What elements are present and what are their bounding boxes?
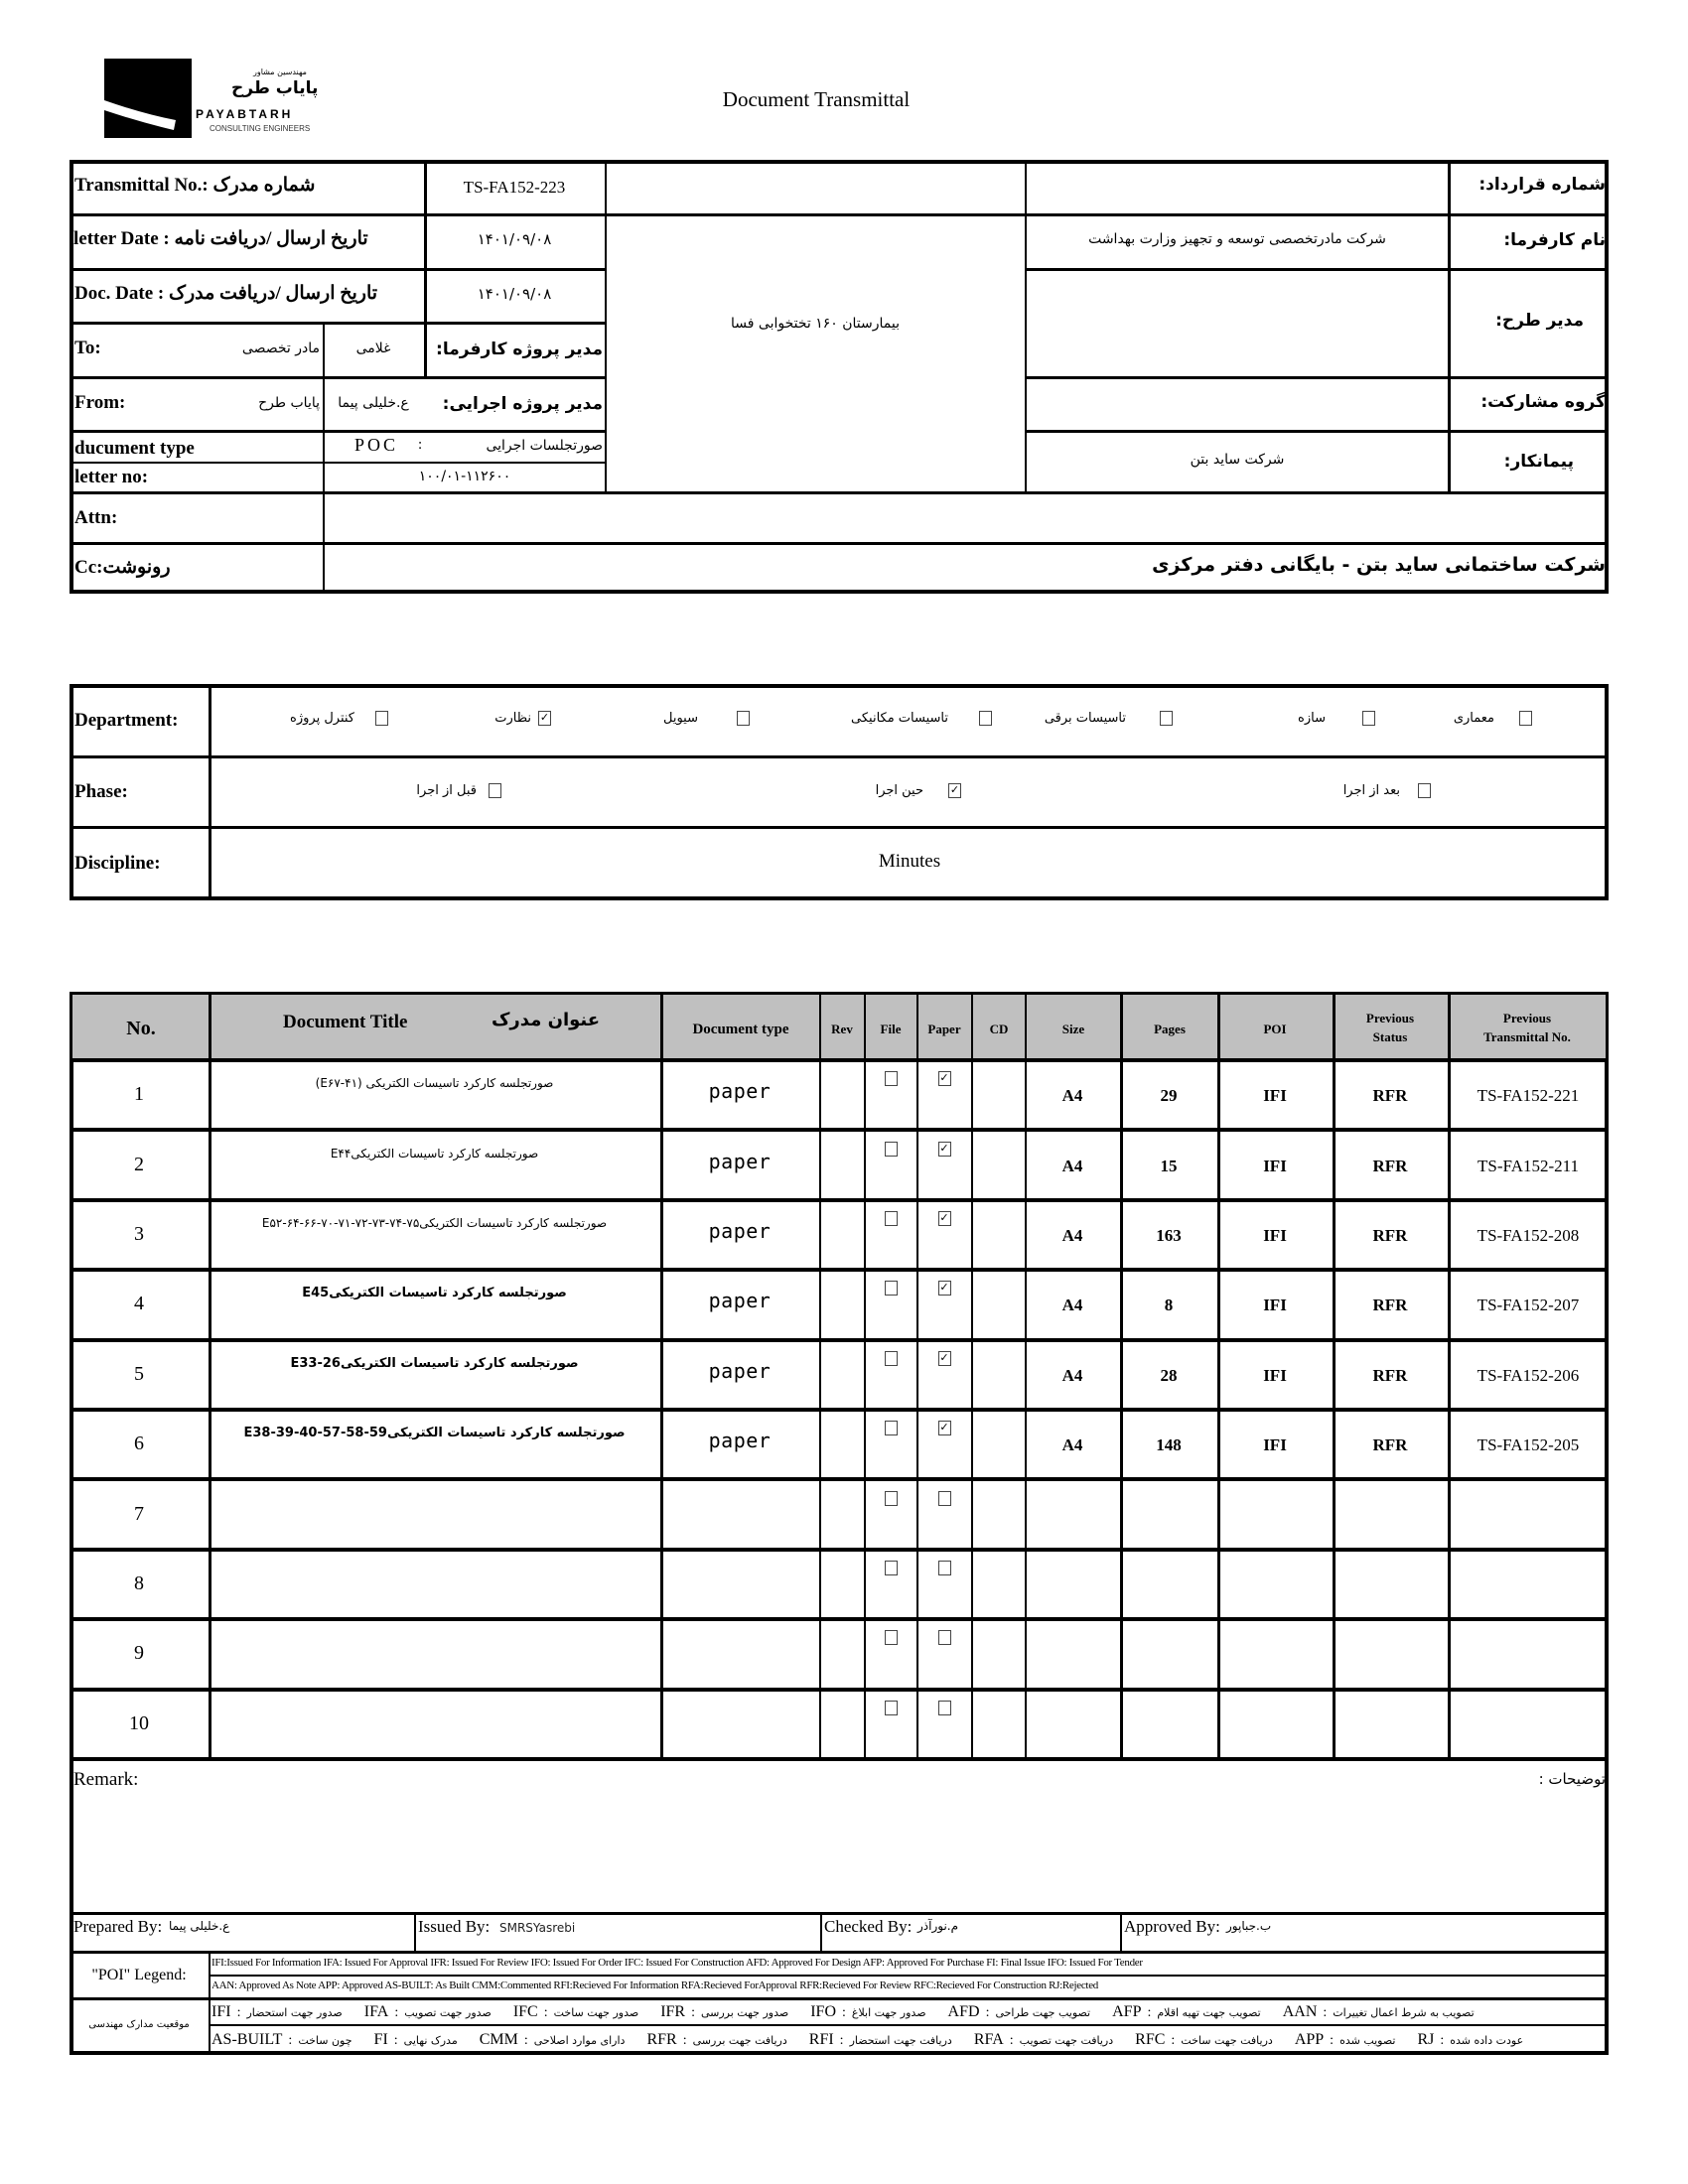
row-poi: IFI [1263, 1086, 1287, 1105]
status-legend-sep: : [1323, 2005, 1328, 2020]
row-file-checkbox[interactable] [885, 1491, 898, 1506]
row-file-checkbox[interactable] [885, 1630, 898, 1645]
status-legend-item [810, 2003, 925, 2021]
row-no: 8 [134, 1572, 144, 1594]
row-poi: IFI [1263, 1435, 1287, 1454]
status-legend-item [1417, 2031, 1523, 2049]
logo-en-sub: CONSULTING ENGINEERS [210, 124, 311, 133]
row-file-checkbox[interactable] [885, 1421, 898, 1435]
issued-by-label: Issued By: [418, 1917, 491, 1936]
row-poi: IFI [1263, 1226, 1287, 1245]
project-name: بیمارستان ۱۶۰ تختخوابی فسا [731, 316, 900, 332]
status-legend-code: CMM [479, 2031, 518, 2048]
row-prev-transmittal: TS-FA152-208 [1477, 1226, 1580, 1245]
to-value: مادر تخصصی [241, 341, 320, 356]
status-legend-line-1 [211, 2001, 1475, 2023]
row-prev-transmittal: TS-FA152-205 [1477, 1435, 1580, 1454]
discipline-value: Minutes [878, 851, 941, 872]
transmittal-no-label: Transmittal No.: شماره مدرک [74, 175, 316, 196]
row-prev-transmittal: TS-FA152-206 [1477, 1366, 1580, 1385]
row-doc-type: paper [708, 1150, 772, 1173]
phase-checkbox[interactable] [1418, 783, 1431, 798]
status-legend-sep: : [839, 2033, 844, 2048]
row-paper-checkbox[interactable]: ✓ [939, 1351, 949, 1364]
poi-legend-label: "POI" Legend: [91, 1967, 187, 1983]
row-paper-checkbox[interactable] [938, 1630, 951, 1645]
col-header-size: Size [1061, 1022, 1085, 1036]
row-paper-checkbox[interactable]: ✓ [939, 1211, 949, 1224]
department-checkbox[interactable] [1362, 711, 1375, 726]
row-prev-status: RFR [1372, 1435, 1408, 1454]
row-pages: 8 [1164, 1296, 1174, 1314]
doc-type-code: POC [354, 435, 399, 455]
status-legend-code: RFA [973, 2031, 1004, 2048]
row-no: 1 [134, 1083, 144, 1105]
col-header-no: No. [126, 1018, 156, 1039]
doc-type-fa: صورتجلسات اجرایی [486, 438, 603, 454]
status-legend-item [1295, 2031, 1396, 2049]
row-prev-transmittal: TS-FA152-207 [1477, 1296, 1580, 1314]
row-prev-status: RFR [1372, 1157, 1408, 1175]
phase-checkbox[interactable] [489, 783, 501, 798]
row-doc-type: paper [708, 1079, 772, 1103]
status-legend-sep: : [682, 2033, 687, 2048]
remark-label: Remark: [73, 1769, 139, 1790]
status-legend-code: FI [373, 2031, 388, 2048]
contractor-value: شرکت ساید بتن [1190, 452, 1285, 468]
row-title: صورتجلسه کارکرد تاسیسات الکتریکیE۴۴ [330, 1147, 539, 1160]
row-paper-checkbox[interactable]: ✓ [939, 1071, 949, 1084]
row-paper-checkbox[interactable] [938, 1491, 951, 1506]
row-prev-status: RFR [1372, 1296, 1408, 1314]
doc-type-sep: : [418, 437, 423, 453]
cc-value: شرکت ساختمانی ساید بتن - بایگانی دفتر مرکزی [1152, 554, 1606, 576]
status-legend-code: IFI [211, 2003, 231, 2020]
row-poi: IFI [1263, 1296, 1287, 1314]
status-legend-desc: صدور جهت تصویب [404, 2006, 492, 2019]
status-legend-item [974, 2031, 1113, 2049]
status-legend-desc: تصویب جهت طراحی [995, 2006, 1091, 2019]
phase-option-label: بعد از اجرا [1342, 783, 1400, 798]
letter-date-value: ۱۴۰۱/۰۹/۰۸ [477, 230, 552, 248]
logo-fa-name: پایاب طرح [231, 78, 319, 98]
status-legend-sep: : [1147, 2005, 1152, 2020]
doc-date-value: ۱۴۰۱/۰۹/۰۸ [477, 285, 552, 303]
partner-group-label: گروه مشارکت: [1480, 392, 1606, 412]
status-legend-code: IFR [660, 2003, 686, 2020]
row-file-checkbox[interactable] [885, 1701, 898, 1715]
department-label: Department: [74, 710, 179, 731]
row-pages: 15 [1160, 1157, 1178, 1175]
row-title: صورتجلسه کارکرد تاسیسات الکتریکی26-E33 [290, 1356, 579, 1371]
row-prev-transmittal: TS-FA152-211 [1477, 1157, 1579, 1175]
contractor-label: پیمانکار: [1503, 452, 1574, 472]
transmittal-no-value: TS-FA152-223 [463, 178, 566, 197]
status-legend-code: AAN [1282, 2003, 1318, 2020]
department-option-label: نظارت [494, 711, 531, 726]
department-checkbox[interactable] [1160, 711, 1173, 726]
status-legend-item [364, 2003, 492, 2021]
table-row[interactable] [70, 1479, 1609, 1549]
status-legend-code: RFR [646, 2031, 677, 2048]
status-legend-code: AS-BUILT [211, 2031, 283, 2048]
row-title: صورتجلسه کارکرد تاسیسات الکتریکیE45 [302, 1286, 567, 1300]
row-doc-type: paper [708, 1289, 772, 1312]
row-paper-checkbox[interactable]: ✓ [939, 1281, 949, 1294]
letter-no-label: letter no: [74, 467, 149, 487]
status-legend-sep: : [1171, 2033, 1176, 2048]
row-no: 3 [134, 1223, 144, 1245]
row-pages: 163 [1156, 1226, 1182, 1245]
status-legend-sep: : [394, 2005, 399, 2020]
poi-legend-line-1: IFI:Issued For Information IFA: Issued For Approval IFR: Issued For Review IFO: Issued For Order IFC: Issued For Construction AFD: Approved For Design AFP: Approved For Purchase FI: Final Issue IFO: Issued For Tender [211, 1957, 1143, 1969]
poi-legend-line-2: AAN: Approved As Note APP: Approved AS-BUILT: As Built CMM:Commented RFI:Recieved For Information RFA:Recieved ForApproval RFR:Recieved For Review RFC:Recieved For Construction RJ:Rejected [211, 1979, 1098, 1991]
prepared-by-label: Prepared By: [73, 1917, 163, 1936]
row-size: A4 [1061, 1435, 1083, 1454]
row-file-checkbox[interactable] [885, 1142, 898, 1157]
col-header-prev-status: Previous Status [1365, 1011, 1415, 1044]
row-no: 2 [134, 1154, 144, 1175]
status-legend-code: IFA [363, 2003, 389, 2020]
row-poi: IFI [1263, 1366, 1287, 1385]
department-checkbox[interactable] [737, 711, 750, 726]
col-header-cd: CD [989, 1022, 1009, 1036]
cc-label: Cc:رونوشت [74, 557, 171, 578]
payabtarh-logo-icon [104, 59, 192, 138]
table-row[interactable] [70, 1550, 1609, 1619]
doc-type-label: ducument type [74, 438, 195, 459]
row-paper-checkbox[interactable] [938, 1701, 951, 1715]
status-legend-desc: دریافت جهت استحضار [849, 2034, 952, 2047]
prepared-by-value: ع.خلیلی پیما [169, 1919, 230, 1933]
row-no: 4 [134, 1293, 144, 1314]
checked-by-label: Checked By: [824, 1917, 913, 1936]
col-header-pages: Pages [1154, 1022, 1186, 1036]
row-doc-type: paper [708, 1429, 772, 1452]
status-legend-sep: : [288, 2033, 293, 2048]
row-paper-checkbox[interactable]: ✓ [939, 1142, 949, 1155]
status-legend-code: AFP [1112, 2003, 1142, 2020]
row-pages: 29 [1160, 1086, 1178, 1105]
attn-label: Attn: [74, 507, 118, 528]
remark-label-fa: توضیحات : [1538, 1770, 1606, 1788]
status-legend-desc: دریافت جهت تصویب [1019, 2034, 1114, 2047]
row-no: 10 [129, 1712, 149, 1734]
department-option-label: معماری [1453, 711, 1494, 726]
letter-date-label: letter Date : تاریخ ارسال /دریافت نامه [73, 228, 368, 249]
status-legend-desc: دریافت جهت ساخت [1181, 2034, 1273, 2047]
row-doc-type: paper [708, 1219, 772, 1243]
to-label: To: [74, 338, 101, 358]
row-no: 5 [134, 1363, 144, 1385]
status-legend-sep: : [236, 2005, 241, 2020]
table-row[interactable] [70, 1690, 1609, 1759]
status-legend-sep: : [393, 2033, 398, 2048]
checked-by-value: م.نورآذر [917, 1919, 959, 1933]
row-title: صورتجلسه کارکرد تاسیسات الکتریکی59-58-57-40-39-E38 [243, 1426, 626, 1440]
row-prev-status: RFR [1372, 1086, 1408, 1105]
status-legend-desc: چون ساخت [298, 2034, 352, 2047]
discipline-label: Discipline: [74, 853, 161, 874]
status-legend-sep: : [543, 2005, 548, 2020]
doc-date-label: Doc. Date : تاریخ ارسال /دریافت مدرک [74, 283, 378, 304]
row-size: A4 [1061, 1226, 1083, 1245]
client-name-label: نام کارفرما: [1503, 230, 1606, 250]
status-legend-item [646, 2031, 786, 2049]
col-header-title-en: Document Title [283, 1012, 408, 1032]
phase-option-label: قبل از اجرا [416, 783, 477, 798]
plan-manager-label: مدیر طرح: [1495, 311, 1584, 331]
row-no: 6 [134, 1433, 144, 1454]
status-legend-desc: تصویب جهت تهیه اقلام [1157, 2006, 1261, 2019]
status-legend-desc: عودت داده شده [1450, 2034, 1524, 2047]
status-legend-desc: تصویب به شرط اعمال تغییرات [1333, 2006, 1475, 2019]
row-size: A4 [1061, 1086, 1083, 1105]
logo-en-name: PAYABTARH [196, 107, 294, 121]
row-file-checkbox[interactable] [885, 1211, 898, 1226]
row-no: 9 [134, 1642, 144, 1664]
status-legend-item [211, 2003, 343, 2021]
status-legend-code: APP [1294, 2031, 1325, 2048]
remark-text[interactable] [89, 1797, 1579, 1906]
row-size: A4 [1061, 1296, 1083, 1314]
row-pages: 148 [1156, 1435, 1182, 1454]
row-no: 7 [134, 1503, 144, 1525]
status-legend-sep: : [523, 2033, 528, 2048]
status-legend-desc: مدرک نهایی [403, 2034, 458, 2047]
col-header-poi: POI [1263, 1022, 1287, 1036]
department-option-label: تاسیسات برقی [1044, 711, 1126, 726]
status-legend-item [480, 2031, 626, 2049]
from-label: From: [74, 392, 126, 413]
status-legend-item [948, 2003, 1091, 2021]
status-legend-sep: : [691, 2005, 695, 2020]
row-prev-transmittal: TS-FA152-221 [1477, 1086, 1580, 1105]
status-legend-item [1283, 2003, 1475, 2021]
status-legend-item [513, 2003, 638, 2021]
status-legend-line-2 [211, 2028, 1523, 2052]
department-checkbox[interactable] [375, 711, 388, 726]
status-legend-desc: صدور جهت ساخت [553, 2006, 639, 2019]
status-legend-desc: تصویب شده [1339, 2034, 1396, 2047]
phase-label: Phase: [74, 781, 128, 802]
status-legend-sep: : [1330, 2033, 1335, 2048]
status-legend-desc: صدور جهت ابلاغ [851, 2006, 926, 2019]
status-legend-sep: : [842, 2005, 846, 2020]
status-legend-code: RFI [808, 2031, 834, 2048]
approved-by-label: Approved By: [1124, 1917, 1220, 1936]
status-legend-desc: صدور جهت بررسی [700, 2006, 789, 2019]
status-legend-item [211, 2031, 352, 2049]
row-file-checkbox[interactable] [885, 1561, 898, 1575]
page-title: Document Transmittal [722, 87, 911, 111]
department-option-label: تاسیسات مکانیکی [851, 711, 948, 726]
col-header-title-fa: عنوان مدرک [492, 1010, 601, 1030]
row-prev-status: RFR [1372, 1366, 1408, 1385]
row-paper-checkbox[interactable]: ✓ [939, 1421, 949, 1433]
status-legend-code: RFC [1135, 2031, 1166, 2048]
status-legend-code: IFO [810, 2003, 836, 2020]
client-name-value: شرکت مادرتخصصی توسعه و تجهیز وزارت بهداشت [1088, 231, 1386, 247]
status-legend-sep: : [1440, 2033, 1445, 2048]
company-logo [104, 59, 333, 140]
col-header-prev-transmittal: Previous Transmittal No. [1483, 1011, 1571, 1044]
department-option-label: سیویل [663, 711, 698, 726]
phase-option-label: حین اجرا [875, 783, 923, 798]
status-legend-desc: دارای موارد اصلاحی [533, 2034, 626, 2047]
status-legend-code: AFD [947, 2003, 980, 2020]
contract-no-label: شماره قرارداد: [1478, 175, 1606, 195]
status-legend-sep: : [1009, 2033, 1014, 2048]
status-legend-item [1112, 2003, 1261, 2021]
client-pm-label: مدیر پروژه کارفرما: [436, 340, 603, 359]
col-header-file: File [880, 1022, 902, 1036]
department-option-label: کنترل پروژه [290, 711, 354, 726]
status-legend-desc: صدور جهت استحضار [246, 2006, 343, 2019]
status-legend-item [1135, 2031, 1273, 2049]
table-row[interactable] [70, 1619, 1609, 1689]
department-checkbox[interactable]: ✓ [539, 711, 550, 724]
approved-by-value: ب.جباپور [1226, 1919, 1272, 1933]
letter-no-value: ۱۰۰/۰۱-۱۱۲۶۰۰ [418, 469, 511, 484]
issued-by-value: SMRSYasrebi [499, 1921, 576, 1935]
department-option-label: سازه [1298, 711, 1326, 726]
department-checkbox[interactable] [1519, 711, 1532, 726]
col-header-rev: Rev [831, 1022, 853, 1036]
col-header-paper: Paper [927, 1022, 961, 1036]
phase-checkbox[interactable]: ✓ [949, 783, 960, 796]
to-person: غلامی [355, 341, 391, 356]
row-poi: IFI [1263, 1157, 1287, 1175]
row-pages: 28 [1160, 1366, 1178, 1385]
row-prev-status: RFR [1372, 1226, 1408, 1245]
exec-pm-label: مدیر پروژه اجرایی: [442, 394, 603, 414]
status-legend-item [809, 2031, 952, 2049]
col-header-doc-type: Document type [692, 1022, 789, 1037]
status-legend-desc: دریافت جهت بررسی [692, 2034, 787, 2047]
logo-fa-top: مهندسین مشاور [253, 68, 307, 76]
row-title: صورتجلسه کارکرد تاسیسات الکتریکی (E۶۷-۴۱) [315, 1076, 554, 1090]
row-doc-type: paper [708, 1359, 772, 1383]
row-file-checkbox[interactable] [885, 1281, 898, 1296]
row-title: صورتجلسه کارکرد تاسیسات الکتریکی۷۵-۷۴-۷۳-۷۲-۷۱-۷۰-۶۶-۶۴-E۵۲ [261, 1216, 608, 1230]
row-file-checkbox[interactable] [885, 1351, 898, 1366]
status-legend-item [660, 2003, 788, 2021]
row-file-checkbox[interactable] [885, 1071, 898, 1086]
from-person: ع.خلیلی پیما [338, 395, 409, 411]
status-legend-code: RJ [1417, 2031, 1435, 2048]
row-size: A4 [1061, 1366, 1083, 1385]
row-size: A4 [1061, 1157, 1083, 1175]
row-paper-checkbox[interactable] [938, 1561, 951, 1575]
status-legend-label: موقعیت مدارک مهندسی [88, 2019, 190, 2030]
status-legend-item [374, 2031, 458, 2049]
status-legend-code: IFC [512, 2003, 538, 2020]
from-value: پایاب طرح [258, 395, 320, 411]
department-checkbox[interactable] [979, 711, 992, 726]
status-legend-sep: : [985, 2005, 990, 2020]
